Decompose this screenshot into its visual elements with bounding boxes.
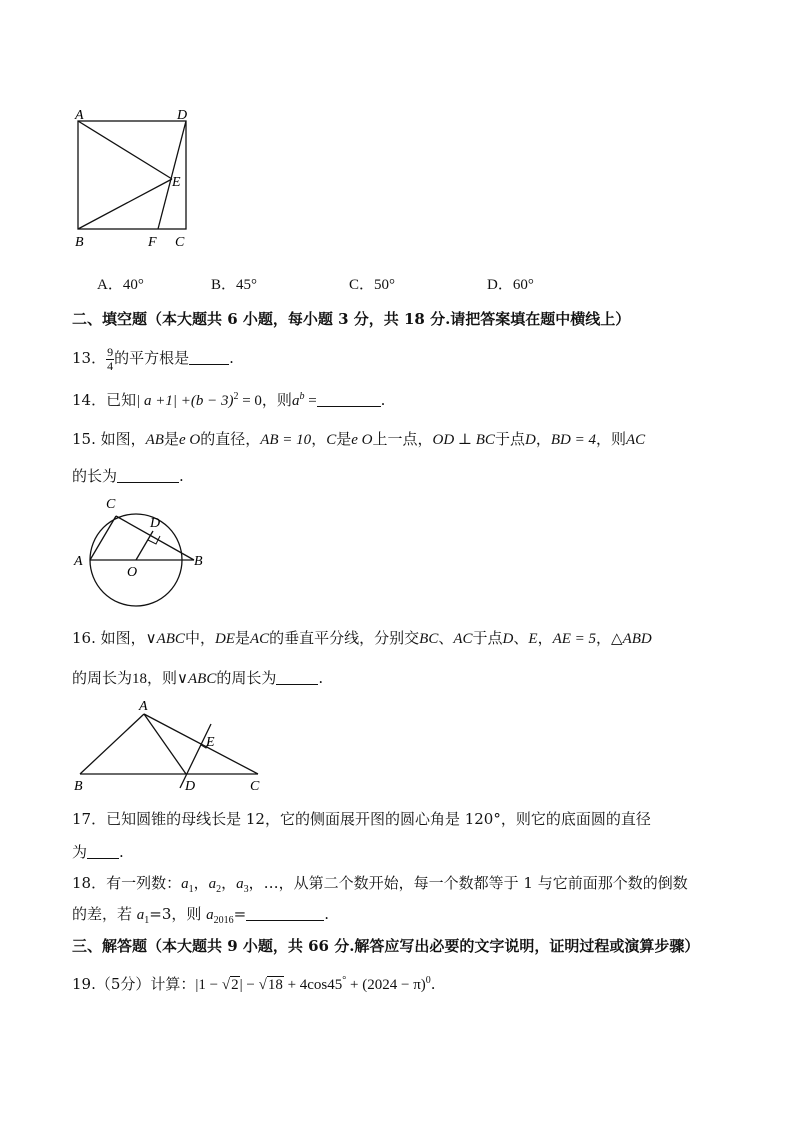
q13-text: 的平方根是: [114, 349, 190, 367]
question-19: 19.（5分）计算：$|1 - √2| - √18 + 4\cos 45^\circ + (2024 - \pi)^0$.: [72, 975, 436, 993]
label-b: B: [75, 235, 84, 250]
question-17-line1: 17．已知圆锥的母线长是 12，它的侧面展开图的圆心角是 120°，则它的底面圆的直径: [72, 810, 651, 828]
choice-d: D．60°: [487, 277, 534, 293]
circle-figure: [68, 494, 218, 612]
label-e: E: [172, 175, 181, 190]
question-15-line2: 的长为 .: [72, 467, 184, 485]
square-abcd: [78, 121, 186, 229]
label-d: D: [185, 779, 196, 794]
q13-answer-blank[interactable]: [189, 350, 229, 365]
triangle-figure: [68, 698, 268, 794]
label-o: O: [127, 565, 138, 580]
q14-answer-blank[interactable]: [317, 392, 381, 407]
square-figure: [68, 104, 198, 250]
side-ab: [80, 714, 144, 774]
q16-answer-blank[interactable]: [276, 670, 318, 685]
label-c: C: [106, 497, 116, 512]
label-e: E: [206, 735, 215, 750]
segment-be: [78, 179, 172, 229]
question-18-line1: 18．有一列数：$a_1$，$a_2$，$a_3$，…，从第二个数开始，每一个数都等于 1 与它前面那个数的倒数: [72, 874, 688, 895]
choice-b: B．45°: [211, 277, 258, 293]
question-16-line1: 16. 如图，∨ABC中，DE是AC的垂直平分线，分别交BC、AC于点D、E，AE = 5，△ABD: [72, 629, 652, 647]
question-14: 14．已知| $a +1| +(b - 3)^2 = 0$，则$a^b$ = .: [72, 391, 386, 409]
label-c: C: [250, 779, 260, 794]
label-c: C: [175, 235, 185, 250]
q14-expression: | a +1| +(b − 3): [136, 393, 234, 409]
question-15-line1: 15. 如图，AB是e O的直径，AB = 10，C是e O上一点，OD ⊥ BC于点D，BD = 4，则AC: [72, 430, 646, 448]
label-a: A: [74, 554, 83, 569]
label-d: D: [150, 516, 161, 531]
q18-answer-blank[interactable]: [246, 906, 324, 921]
q13-number: 13．: [72, 349, 107, 367]
label-b: B: [74, 779, 83, 794]
label-a: A: [75, 108, 84, 123]
fraction-9-4: $\frac{9}{4}$: [107, 344, 114, 373]
q17-answer-blank[interactable]: [87, 844, 119, 859]
q15-answer-blank[interactable]: [117, 468, 179, 483]
question-13: 13． $\frac{9}{4}$ 的平方根是 .: [72, 344, 234, 373]
question-16-line2: 的周长为18，则∨ABC的周长为 .: [72, 669, 324, 687]
label-d: D: [177, 108, 188, 123]
segment-od: [136, 531, 153, 560]
question-17-line2: 为 .: [72, 843, 124, 861]
label-f: F: [148, 235, 157, 250]
label-a: A: [139, 699, 148, 714]
segment-ae: [78, 121, 172, 179]
choice-c: C．50°: [349, 277, 396, 293]
choice-a: A．40°: [97, 277, 144, 293]
section-3-heading: 三、解答题（本大题共 9 小题，共 66 分.解答应写出必要的文字说明，证明过程或演算步骤）: [72, 937, 700, 955]
chord-ac: [90, 516, 116, 560]
question-18-line2: 的差，若 $a_1=3$，则 $a_{2016}=$ .: [72, 905, 330, 926]
section-2-heading: 二、填空题（本大题共 6 小题，每小题 3 分，共 18 分.请把答案填在题中横线上）: [72, 310, 631, 328]
label-b: B: [194, 554, 203, 569]
segment-ad: [144, 714, 186, 774]
